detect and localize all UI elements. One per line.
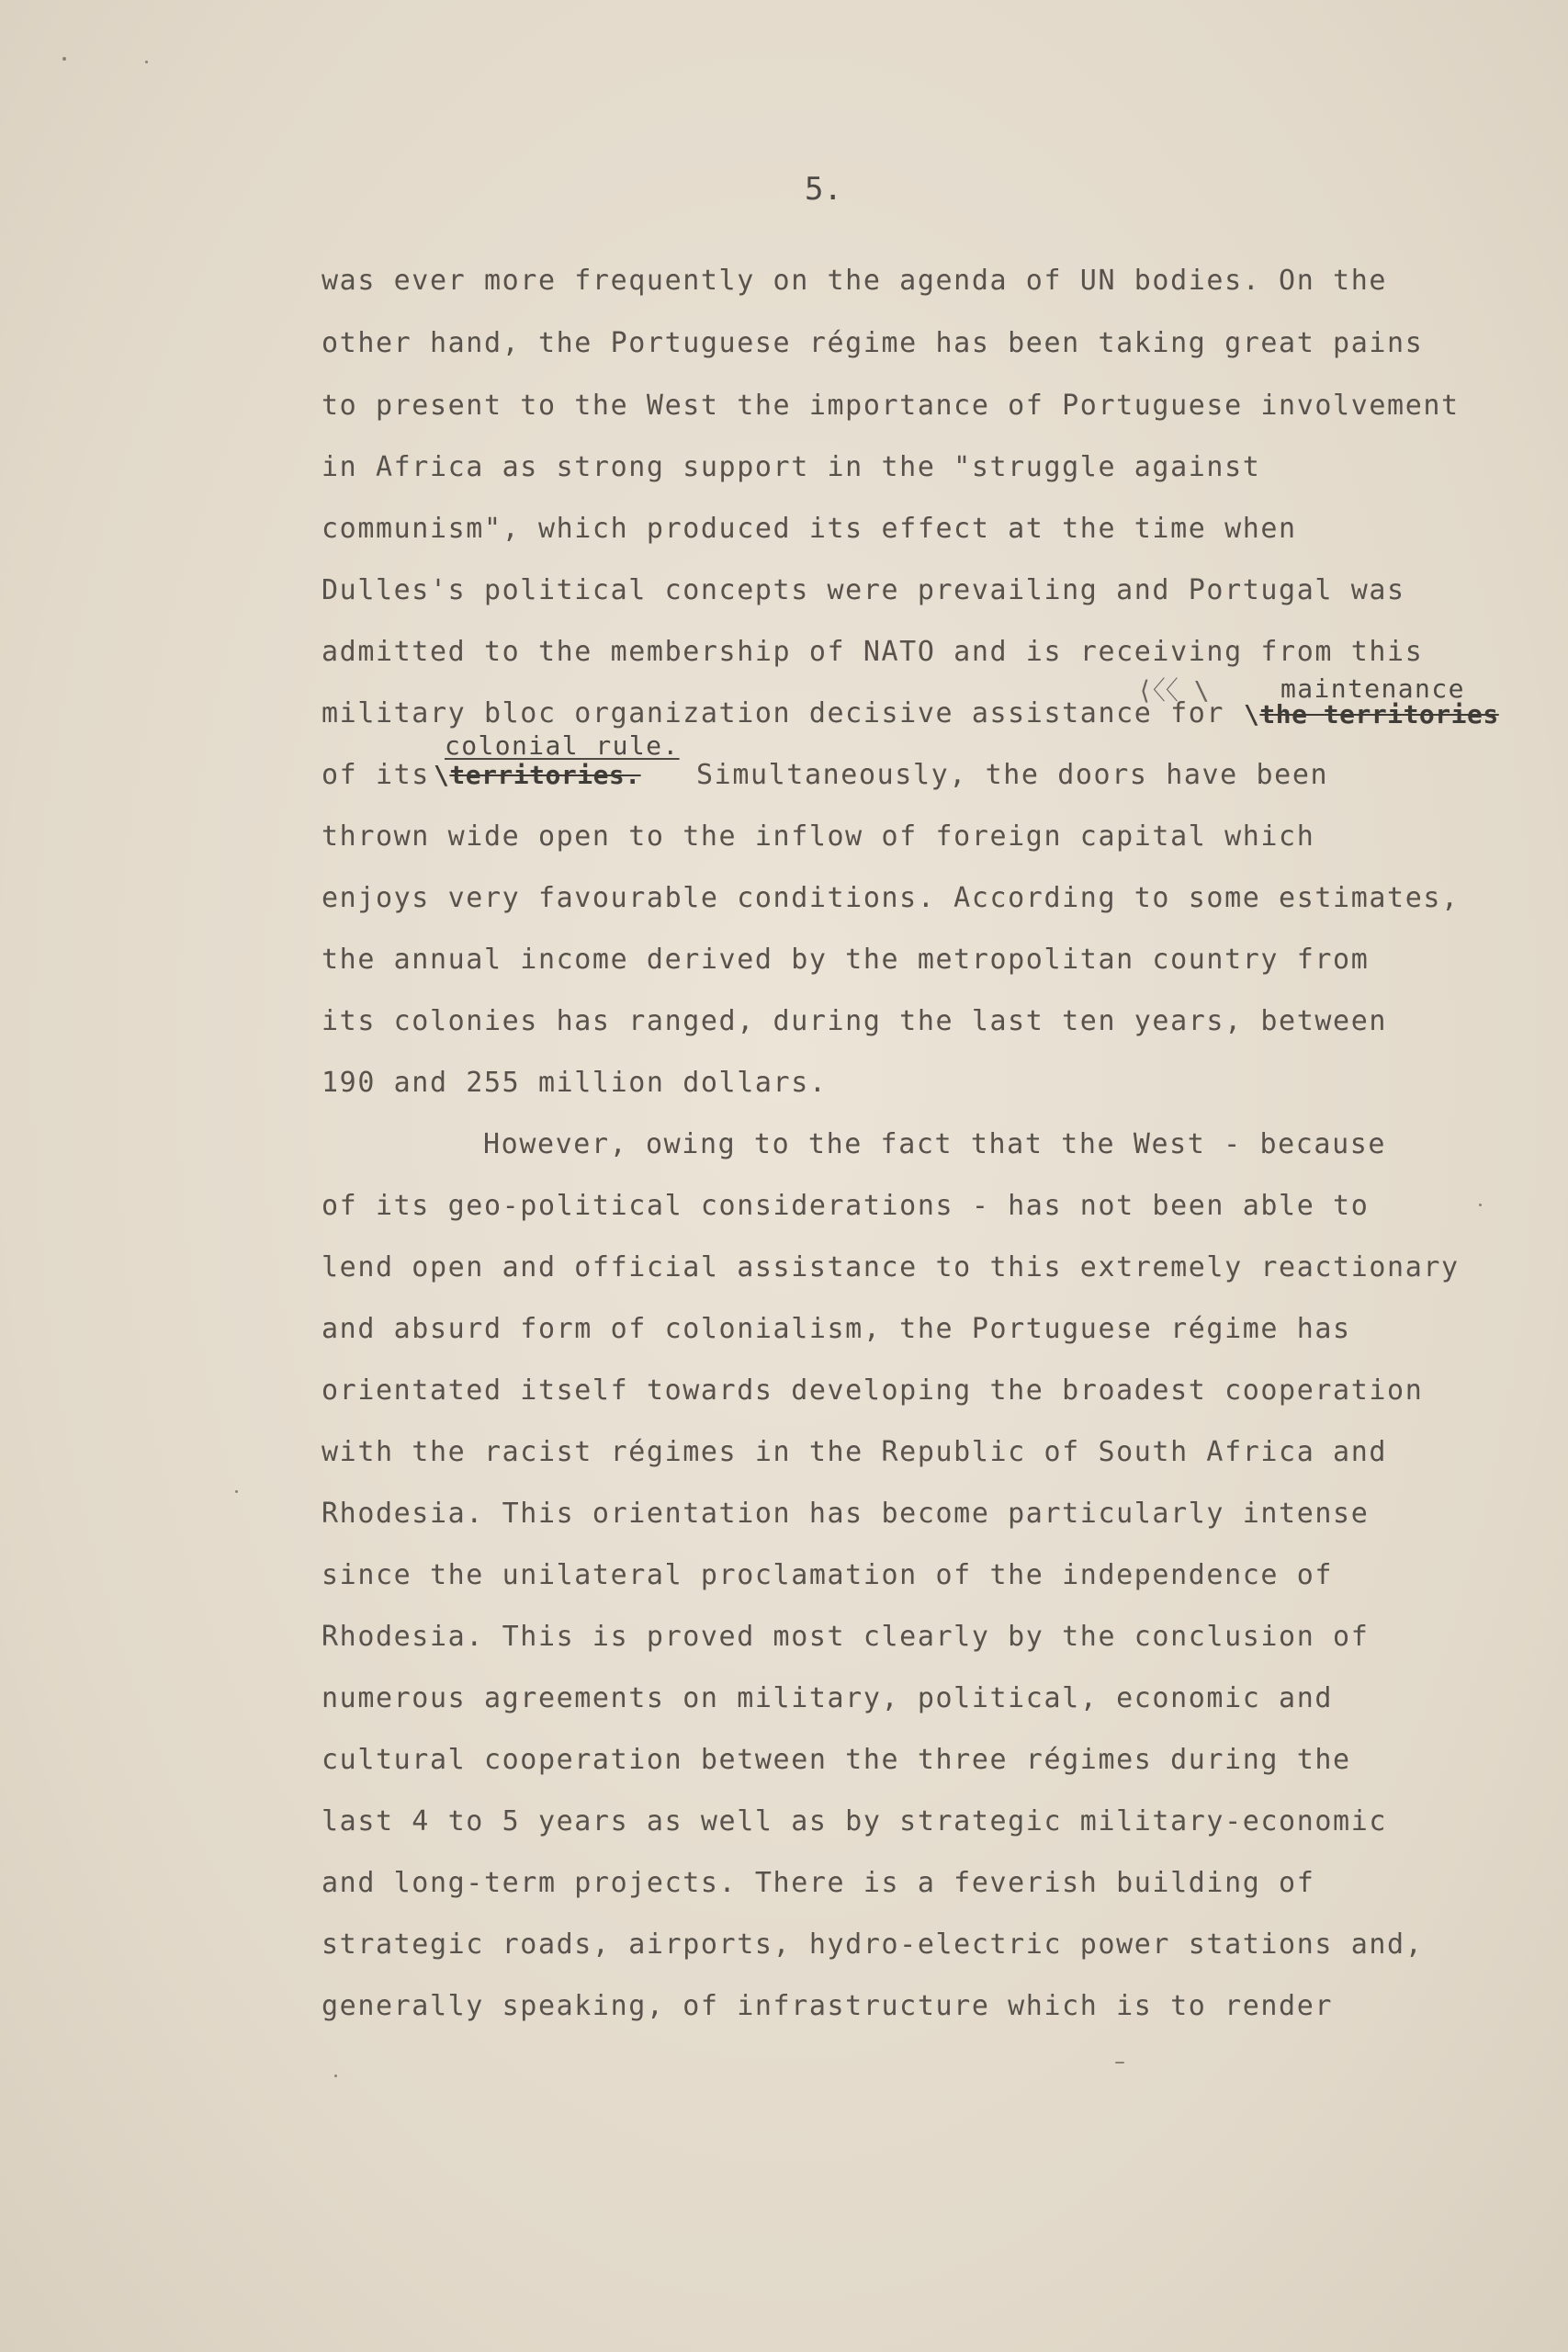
text-line: Simultaneously, the doors have been <box>696 759 1329 791</box>
text-line: admitted to the membership of NATO and is receiving from this <box>321 636 1424 668</box>
paper-speck <box>334 2075 337 2077</box>
text-line: cultural cooperation between the three régimes during the <box>321 1744 1351 1776</box>
text-line: of its <box>321 759 430 791</box>
text-line: last 4 to 5 years as well as by strategic military-economic <box>321 1805 1388 1838</box>
text-line: Rhodesia. This orientation has become particularly intense <box>321 1498 1370 1530</box>
page-number: 5. <box>805 171 842 208</box>
text-line: Dulles's political concepts were prevailing and Portugal was <box>321 574 1405 606</box>
paper-speck <box>1115 2062 1124 2064</box>
text-line: thrown wide open to the inflow of foreign capital which <box>321 820 1315 853</box>
text-line: Rhodesia. This is proved most clearly by the conclusion of <box>321 1621 1370 1653</box>
text-line: other hand, the Portuguese régime has been taking great pains <box>321 327 1424 359</box>
struck-text: \territories. <box>434 760 641 790</box>
paper-speck <box>235 1490 238 1493</box>
handwritten-insertion: maintenance <box>1280 673 1465 704</box>
text-line: of its geo-political considerations - has not been able to <box>321 1190 1370 1222</box>
text-line: the annual income derived by the metropolitan country from <box>321 944 1370 976</box>
text-line: was ever more frequently on the agenda of UN bodies. On the <box>321 265 1388 297</box>
text-line: since the unilateral proclamation of the independence of <box>321 1559 1334 1591</box>
text-line: and long-term projects. There is a feverish building of <box>321 1867 1315 1899</box>
caret-mark: ⟨〈〈 \ <box>1137 675 1210 706</box>
text-line: in Africa as strong support in the "struggle against <box>321 451 1261 483</box>
text-line: generally speaking, of infrastructure which is to render <box>321 1990 1334 2022</box>
text-line: 190 and 255 million dollars. <box>321 1067 828 1099</box>
struck-text: \the territories <box>1244 699 1499 729</box>
text-line: enjoys very favourable conditions. According to some estimates, <box>321 882 1460 914</box>
text-line: and absurd form of colonialism, the Portuguese régime has <box>321 1313 1351 1345</box>
text-line: its colonies has ranged, during the last ten years, between <box>321 1005 1388 1037</box>
text-line: numerous agreements on military, political, economic and <box>321 1682 1334 1714</box>
text-line: communism", which produced its effect at the time when <box>321 513 1297 545</box>
text-line: However, owing to the fact that the West - because <box>483 1128 1387 1160</box>
text-line: to present to the West the importance of Portuguese involvement <box>321 390 1460 422</box>
paper-speck <box>145 61 148 63</box>
paper-speck <box>62 57 66 61</box>
text-line: military bloc organization decisive assistance for <box>321 697 1225 729</box>
text-line: with the racist régimes in the Republic of South Africa and <box>321 1436 1388 1468</box>
text-line: strategic roads, airports, hydro-electric power stations and, <box>321 1928 1424 1961</box>
paper-speck <box>1479 1204 1482 1206</box>
text-line: orientated itself towards developing the broadest cooperation <box>321 1374 1424 1407</box>
handwritten-insertion: colonial rule. <box>445 730 680 761</box>
text-line: lend open and official assistance to this extremely reactionary <box>321 1251 1460 1283</box>
